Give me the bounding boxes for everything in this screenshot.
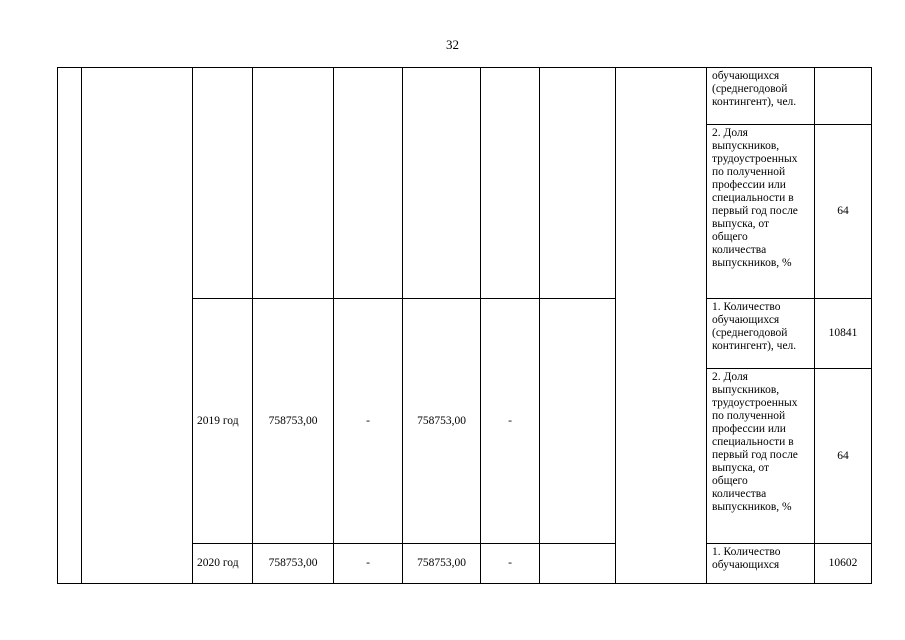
other-sources-cell: [540, 299, 616, 544]
measure-name-cell: [82, 68, 193, 584]
indicator-cell: обучающихся (среднегодовой контингент), чел.: [707, 68, 815, 125]
regional-budget-cell: 758753,00: [403, 544, 481, 584]
budget-table: [57, 67, 872, 584]
indicator-value-cell: 64: [815, 369, 872, 544]
indicator-value-cell: 64: [815, 125, 872, 299]
other-sources-cell: [540, 544, 616, 584]
table-row: [58, 68, 872, 125]
regional-budget-cell: [403, 68, 481, 299]
local-budget-cell: [481, 68, 540, 299]
total-cell: 758753,00: [253, 544, 334, 584]
page-number: 32: [446, 37, 459, 52]
number-cell: [58, 68, 82, 584]
indicator-value-cell: 10602: [815, 544, 872, 584]
indicator-cell: 1. Количество обучающихся: [707, 544, 815, 584]
federal-budget-cell: [334, 68, 403, 299]
local-budget-cell: -: [481, 544, 540, 584]
year-cell: [193, 68, 253, 299]
indicator-cell: 1. Количество обучающихся (среднегодовой контингент), чел.: [707, 299, 815, 369]
total-cell: 758753,00: [253, 299, 334, 544]
federal-budget-cell: -: [334, 299, 403, 544]
indicator-cell: 2. Доля выпускников, трудоустроенных по полученной профессии или специальности в первый год после выпуска, от общего количества выпускников, %: [707, 369, 815, 544]
regional-budget-cell: 758753,00: [403, 299, 481, 544]
local-budget-cell: -: [481, 299, 540, 544]
federal-budget-cell: -: [334, 544, 403, 584]
indicator-cell: 2. Доля выпускников, трудоустроенных по полученной профессии или специальности в первый год после выпуска, от общего количества выпускников, %: [707, 125, 815, 299]
year-cell: 2019 год: [193, 299, 253, 544]
indicator-value-cell: 10841: [815, 299, 872, 369]
executor-cell: [616, 68, 707, 584]
total-cell: [253, 68, 334, 299]
year-cell: 2020 год: [193, 544, 253, 584]
other-sources-cell: [540, 68, 616, 299]
indicator-value-cell: [815, 68, 872, 125]
